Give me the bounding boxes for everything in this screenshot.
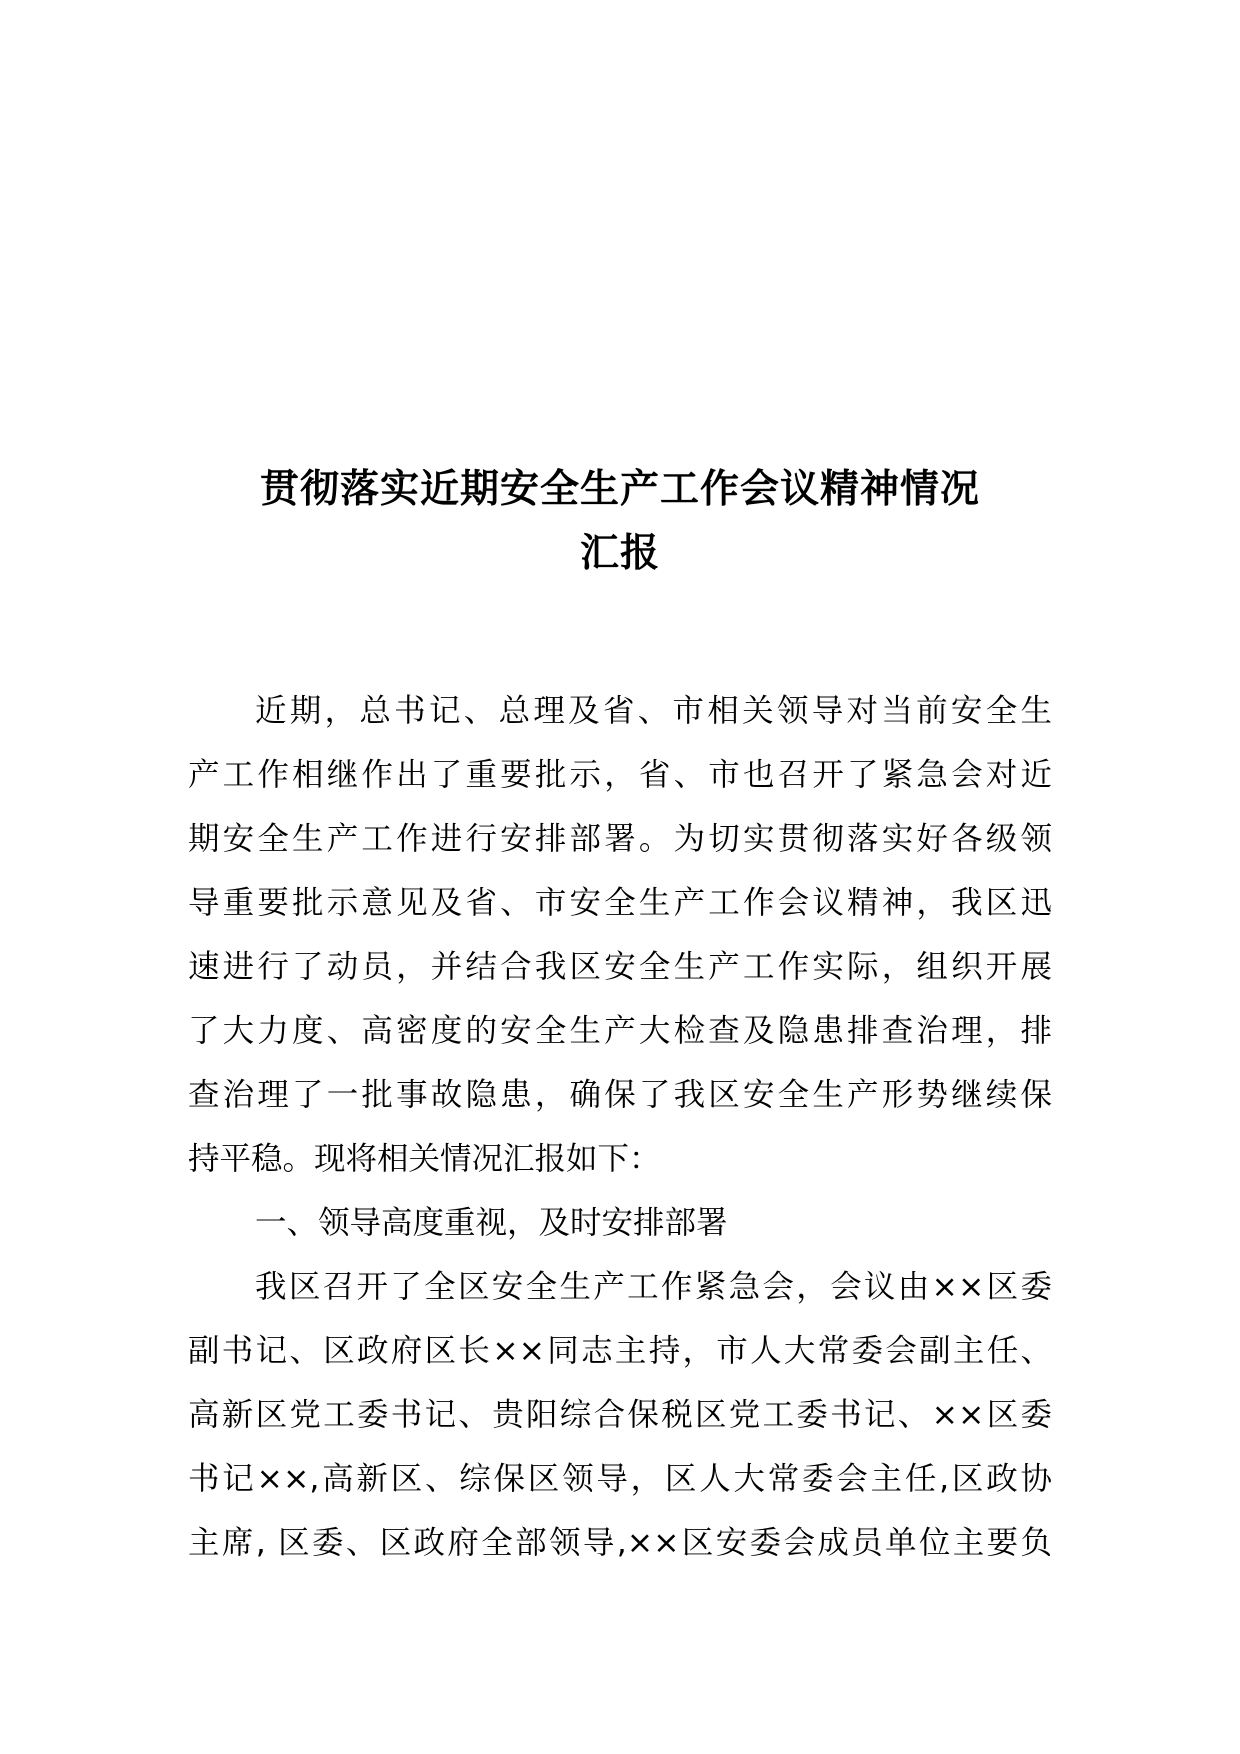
body-line-12: 高新区党工委书记、贵阳综合保税区党工委书记、××区委 — [188, 1397, 1052, 1433]
body-line-13: 书记××,高新区、综保区领导，区人大常委会主任,区政协 — [188, 1461, 1052, 1497]
body-line-5: 速进行了动员，并结合我区安全生产工作实际，组织开展 — [188, 949, 1052, 985]
body-line-14: 主席, 区委、区政府全部领导,××区安委会成员单位主要负 — [188, 1525, 1052, 1561]
body-line-11: 副书记、区政府区长××同志主持，市人大常委会副主任、 — [188, 1333, 1052, 1369]
body-line-8: 持平稳。现将相关情况汇报如下： — [188, 1141, 661, 1177]
body-line-10: 我区召开了全区安全生产工作紧急会，会议由××区委 — [255, 1269, 1052, 1305]
body-line-7: 查治理了一批事故隐患，确保了我区安全生产形势继续保 — [188, 1077, 1052, 1113]
document-title-line-1: 贯彻落实近期安全生产工作会议精神情况 — [259, 467, 980, 512]
body-line-1: 近期，总书记、总理及省、市相关领导对当前安全生 — [255, 693, 1052, 729]
body-line-3: 期安全生产工作进行安排部署。为切实贯彻落实好各级领 — [188, 821, 1052, 857]
body-line-2: 产工作相继作出了重要批示，省、市也召开了紧急会对近 — [188, 757, 1052, 793]
section-heading-1: 一、领导高度重视，及时安排部署 — [255, 1205, 728, 1241]
body-line-6: 了大力度、高密度的安全生产大检查及隐患排查治理，排 — [188, 1013, 1052, 1049]
document-title-line-2: 汇报 — [579, 531, 660, 576]
body-line-4: 导重要批示意见及省、市安全生产工作会议精神，我区迅 — [188, 885, 1052, 921]
